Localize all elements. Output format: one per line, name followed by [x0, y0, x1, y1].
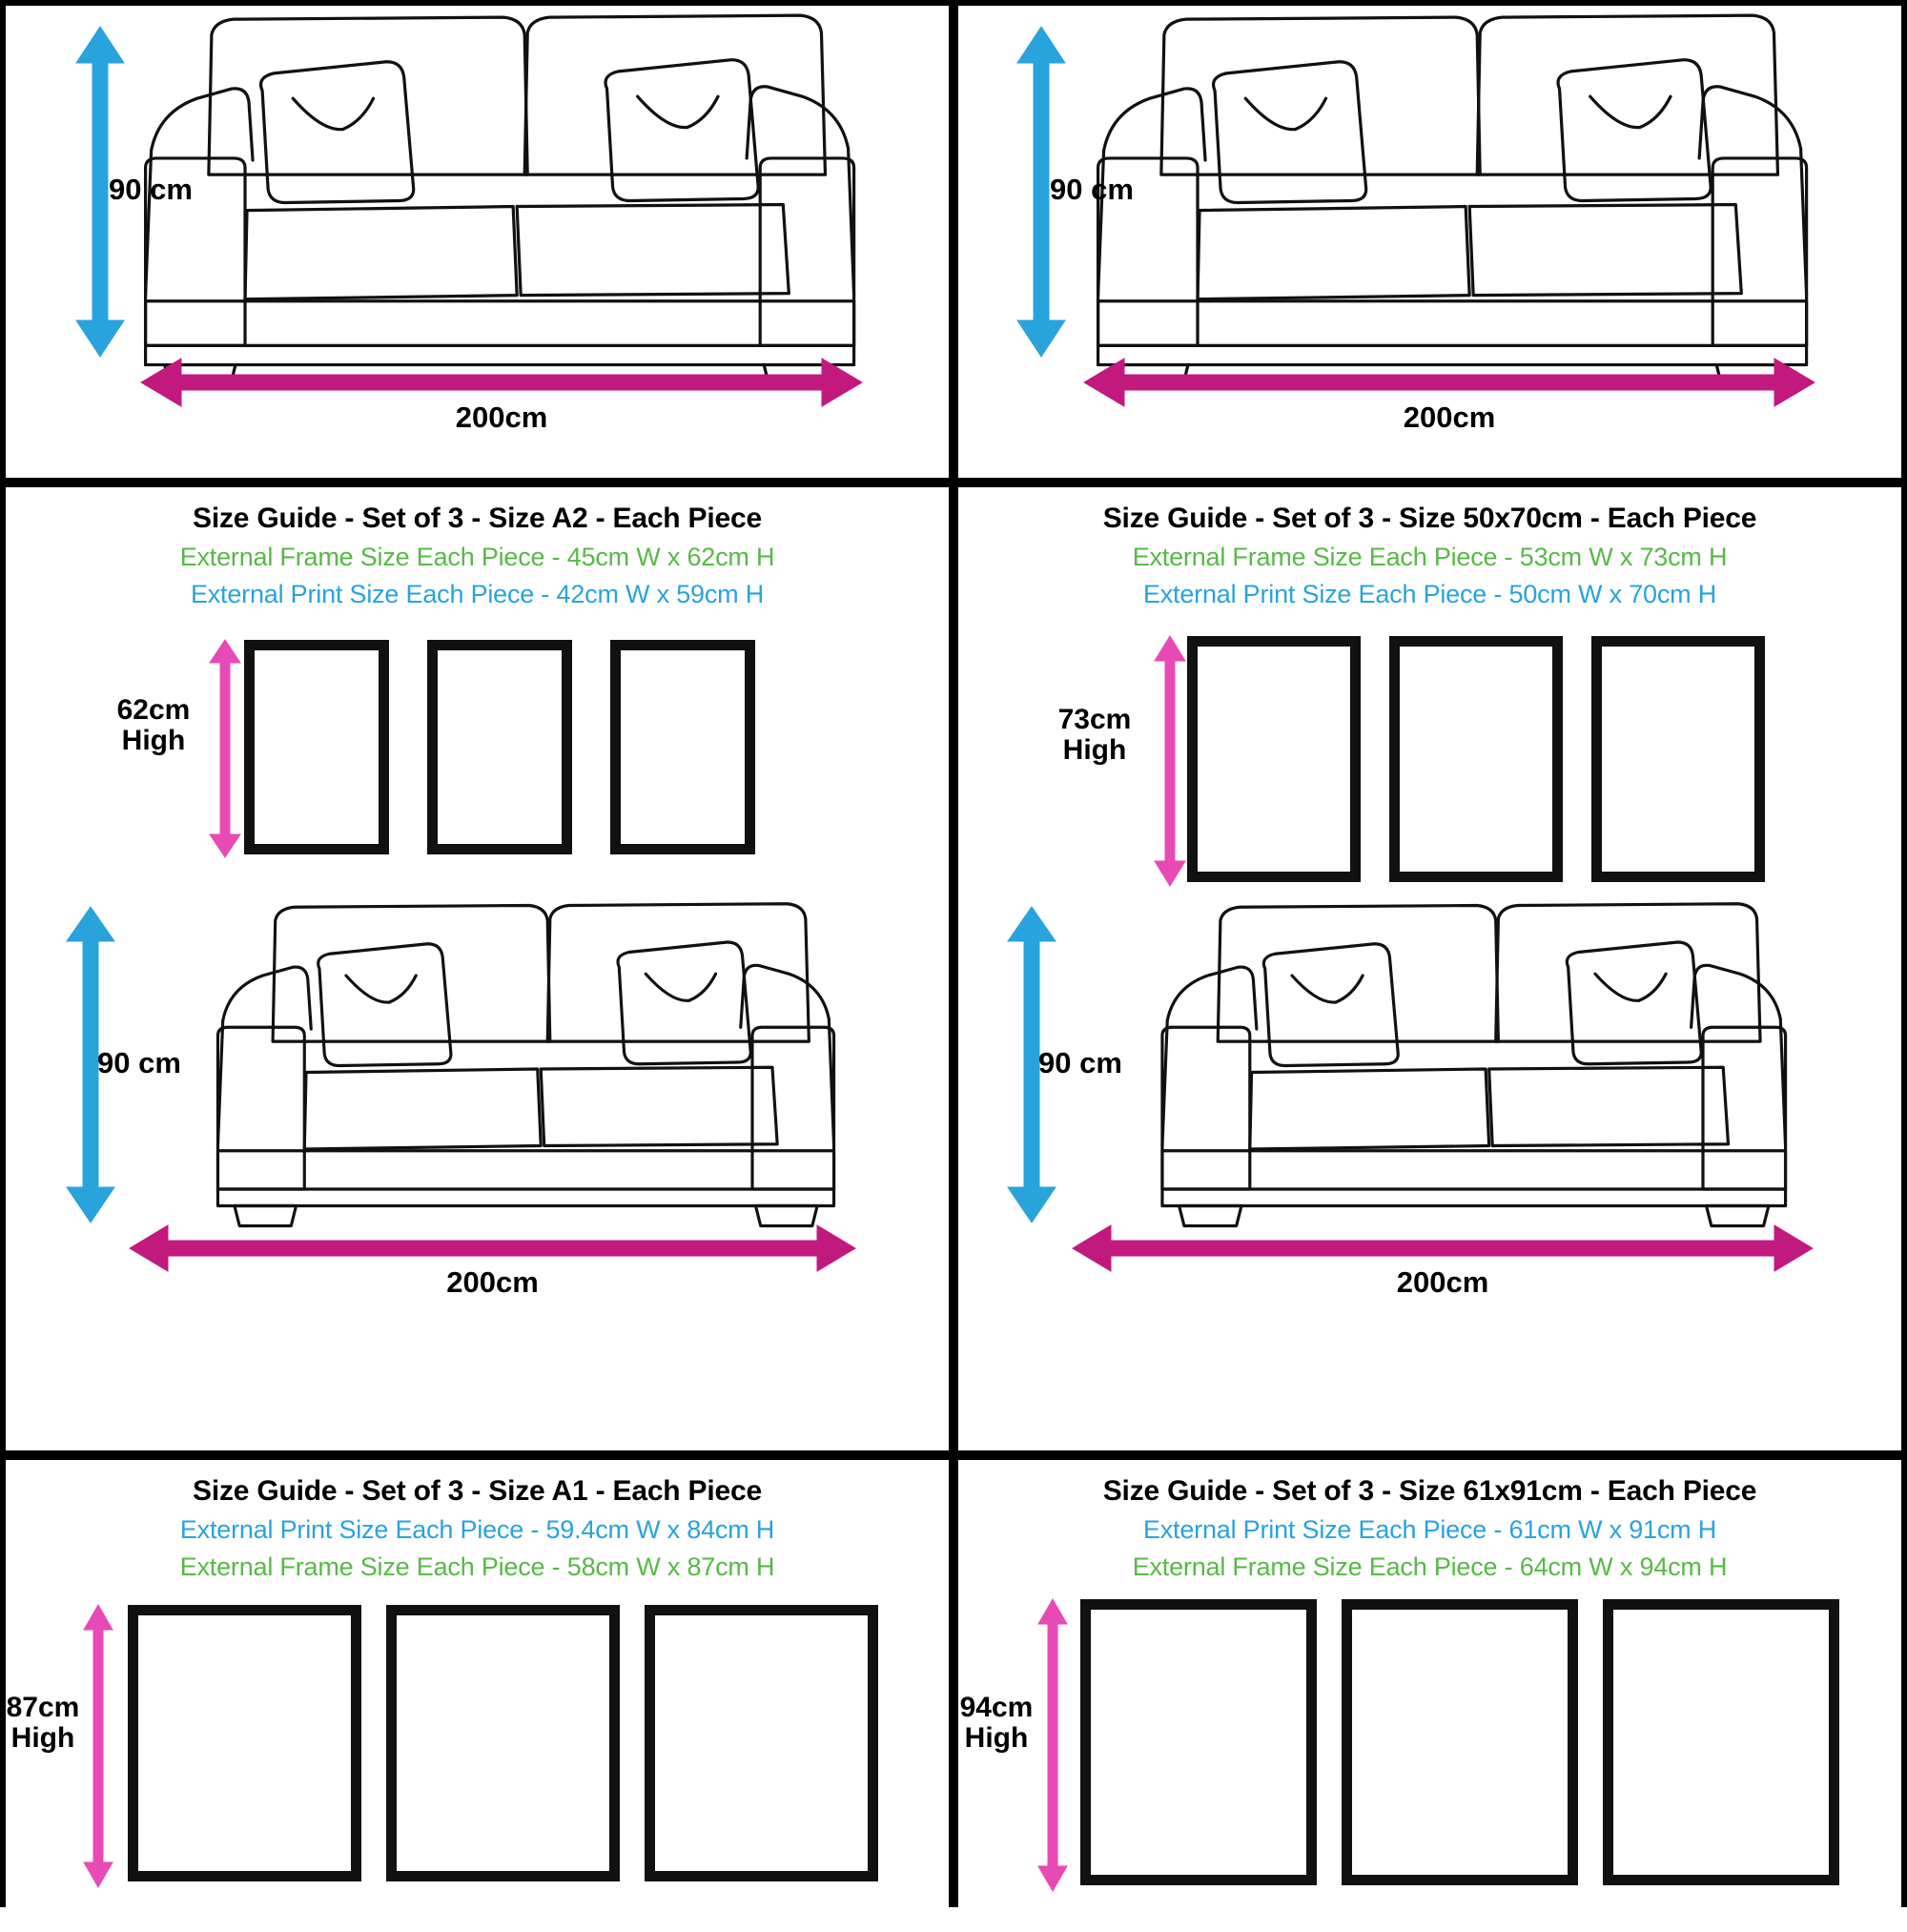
frame-2 [427, 640, 572, 854]
frame-3 [1603, 1599, 1839, 1885]
panel-bottom-left [6, 1460, 949, 1932]
frame-height-arrow [208, 638, 242, 859]
frame-3 [1591, 636, 1765, 882]
guide-title: Size Guide - Set of 3 - Size A1 - Each Piece [193, 1475, 762, 1507]
frame-2 [1342, 1599, 1578, 1885]
sofa-height-label: 90 cm [97, 1046, 181, 1079]
sofa-height-label: 90 cm [1050, 173, 1134, 206]
frames-area [6, 1582, 949, 1932]
panel-top-right [958, 6, 1901, 478]
sofa-width-label: 200cm [455, 401, 548, 434]
sofa-width-label: 200cm [1403, 401, 1496, 434]
frames-and-sofa-area [958, 609, 1901, 1450]
frame-1 [1080, 1599, 1317, 1885]
guide-title: Size Guide - Set of 3 - Size A2 - Each Piece [193, 503, 762, 534]
frame-height-value: 94cm [959, 1692, 1034, 1723]
frame-1 [244, 640, 389, 854]
frame-set [128, 1605, 878, 1881]
frames-area [958, 1582, 1901, 1932]
frame-height-unit: High [121, 724, 186, 756]
frame-2 [386, 1605, 620, 1881]
guide-frame-size-line: External Frame Size Each Piece - 53cm W x 73cm H [1132, 543, 1728, 571]
frame-1 [128, 1605, 361, 1881]
frame-1 [1187, 636, 1361, 882]
frame-set [244, 640, 755, 854]
sofa-height-label: 90 cm [1038, 1046, 1122, 1079]
frame-height-label [6, 1693, 80, 1753]
panel-bottom-right [958, 1460, 1901, 1932]
frame-height-unit: High [10, 1721, 75, 1754]
guide-title: Size Guide - Set of 3 - Size 61x91cm - Each Piece [1102, 1475, 1757, 1507]
frame-height-unit: High [1062, 733, 1127, 766]
frame-height-label [958, 1693, 1035, 1753]
frame-3 [610, 640, 755, 854]
frame-3 [645, 1605, 878, 1881]
guide-title: Size Guide - Set of 3 - Size 50x70cm - Each Piece [1102, 503, 1757, 534]
frame-height-arrow [1153, 634, 1187, 888]
sofa-illustration [1039, 895, 1869, 1229]
frame-set [1187, 636, 1765, 882]
frame-height-label [101, 695, 206, 755]
panel-middle-left [6, 487, 949, 1450]
panel-top-left [6, 6, 949, 478]
sofa-width-label: 200cm [1396, 1265, 1489, 1299]
frame-2 [1389, 636, 1563, 882]
guide-frame-size-line: External Frame Size Each Piece - 45cm W x 62cm H [179, 543, 775, 571]
frame-height-arrow [1036, 1597, 1069, 1893]
frame-height-label [1042, 705, 1147, 765]
guide-print-size-line: External Print Size Each Piece - 61cm W x 91cm H [1142, 1515, 1717, 1544]
panel-middle-right [958, 487, 1901, 1450]
frame-height-value: 62cm [116, 694, 191, 726]
frame-set [1080, 1599, 1839, 1885]
sofa-width-label: 200cm [446, 1265, 539, 1299]
sofa-illustration [96, 895, 916, 1229]
frame-height-value: 87cm [6, 1692, 80, 1723]
size-guide-61x91 [958, 1460, 1901, 1932]
guide-frame-size-line: External Frame Size Each Piece - 64cm W x 94cm H [1132, 1552, 1728, 1581]
sofa-height-label: 90 cm [109, 173, 193, 206]
guide-print-size-line: External Print Size Each Piece - 42cm W x 59cm H [190, 580, 765, 608]
sofa-diagram [6, 6, 949, 478]
frame-height-arrow [82, 1603, 114, 1889]
size-guide-50x70 [958, 487, 1901, 1450]
guide-print-size-line: External Print Size Each Piece - 50cm W x 70cm H [1142, 580, 1717, 608]
guide-frame-size-line: External Frame Size Each Piece - 58cm W x 87cm H [179, 1552, 775, 1581]
frames-and-sofa-area [6, 609, 949, 1450]
guide-print-size-line: External Print Size Each Piece - 59.4cm W x 84cm H [179, 1515, 775, 1544]
frame-height-unit: High [964, 1721, 1029, 1754]
size-guide-a1 [6, 1460, 949, 1932]
size-guide-a2 [6, 487, 949, 1450]
frame-height-value: 73cm [1057, 704, 1132, 735]
sofa-diagram [958, 6, 1901, 478]
